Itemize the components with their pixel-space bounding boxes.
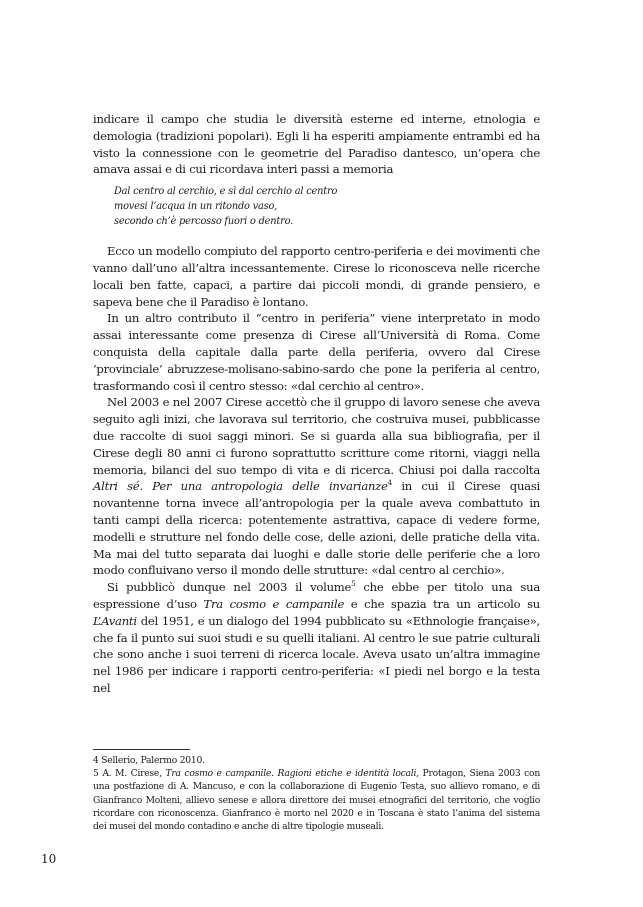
footnote-ref-5[interactable]: 5 <box>351 580 356 589</box>
paragraph-5 <box>93 579 540 697</box>
footnote-ref-4[interactable]: 4 <box>387 479 392 488</box>
paragraph-5-text-c: e che spazia tra un articolo su <box>344 596 540 611</box>
paragraph-4-text-b: in cui il Cirese quasi novantenne torna invece all’antropologia per la quale aveva combattuto in tanti campi della ricerca: potentemente astrattiva, capace di vedere forme, modelli e strutture nel fondo delle cose, delle azioni, delle pratiche della vita. Ma mai del tutto separata dai luoghi e dalle storie delle periferie che a loro modo confluivano verso il mondo delle strutture: «dal centro al cerchio». <box>93 479 540 578</box>
footnote-4: 4 Sellerio, Palermo 2010. <box>93 755 205 766</box>
book-title-altri-se: Altri sé. Per una antropologia delle invarianze <box>93 479 388 494</box>
verse-line-1: Dal centro al cerchio, e sì dal cerchio al centro <box>114 186 338 198</box>
paragraph-4 <box>93 394 540 579</box>
footnote-separator <box>93 749 190 750</box>
footnote-5-text-b: Protagon, Siena 2003 con una postfazione di A. Mancuso, e con la collaborazione di Eugenio Testa, suo allievo romano, e di Gianfranco Molteni, allievo senese e allora direttore dei musei etnografici del territorio, che voglio ricordare con riconoscenza. Gianfranco è morto nel 2020 e in Toscana è stato l’anima del sistema dei musei del mondo contadino e anche di altre tipologie museali. <box>93 768 540 833</box>
paragraph-2: Ecco un modello compiuto del rapporto centro-periferia e dei movimenti che vanno dall’uno all’altra incessantemente. Cirese lo riconosceva nelle ricerche locali ben fatte, capaci, a partire dai piccoli mondi, di grande pensiero, e sapeva bene che il Paradiso è lontano. <box>93 244 540 309</box>
paragraph-4-text-a: Nel 2003 e nel 2007 Cirese accettò che il gruppo di lavoro senese che aveva seguito agli inizi, che lavorava sul territorio, che costruiva musei, pubblicasse due raccolte di suoi saggi minori. Se si guarda alla sua bibliografia, per il Cirese degli 80 anni ci furono soprattutto scritture come ritorni, viaggi nella memoria, bilanci del suo tempo di vita e di ricerca. Chiusi poi dalla raccolta <box>93 395 540 477</box>
paragraph-5-text-b: che ebbe per titolo una sua espressione d’uso <box>93 580 540 611</box>
book-title-tra-cosmo: Tra cosmo e campanile <box>203 596 345 611</box>
paragraph-3: In un altro contributo il “centro in periferia” viene interpretato in modo assai interessante come presenza di Cirese all’Università di Roma. Come conquista della capitale dalla parte della periferia, ovvero dal Cirese ‘provinciale’ abruzzese-molisano-sabino-sardo che pone la periferia al centro, trasformando così il centro stesso: «dal cerchio al centro». <box>93 311 540 393</box>
verse-line-3: secondo ch’è percosso fuori o dentro. <box>114 216 294 228</box>
footnotes <box>93 754 540 833</box>
dante-verse-quote <box>114 184 540 229</box>
verse-line-2: movesi l’acqua in un ritondo vaso, <box>114 201 278 213</box>
paragraph-1: indicare il campo che studia le diversità esterne ed interne, etnologia e demologia (tradizioni popolari). Egli li ha esperiti ampiamente entrambi ed ha visto la connessione con le geometrie del Paradiso dantesco, un’opera che amava assai e di cui ricordava interi passi a memoria <box>93 112 540 177</box>
main-text <box>93 111 540 697</box>
page-number: 10 <box>41 852 57 866</box>
paragraph-5-text-a: Si pubblicò dunque nel 2003 il volume <box>107 580 352 595</box>
footnote-5 <box>93 767 540 833</box>
paragraph-5-text-d: del 1951, e un dialogo del 1994 pubblicato su «Ethnologie française», che fa il punto sui suoi studi e su quelli italiani. Al centro le sue patrie culturali che sono anche i suoi terreni di ricerca locale. Aveva usato un’altra immagine nel 1986 per indicare i rapporti centro-periferia: «I piedi nel borgo e la testa nel <box>93 613 540 695</box>
footnote-5-text-a: 5 A. M. Cirese, <box>93 768 166 780</box>
footnote-5-title: Tra cosmo e campanile. Ragioni etiche e identità locali, <box>165 768 419 780</box>
newspaper-title-avanti: L’Avanti <box>93 613 137 628</box>
